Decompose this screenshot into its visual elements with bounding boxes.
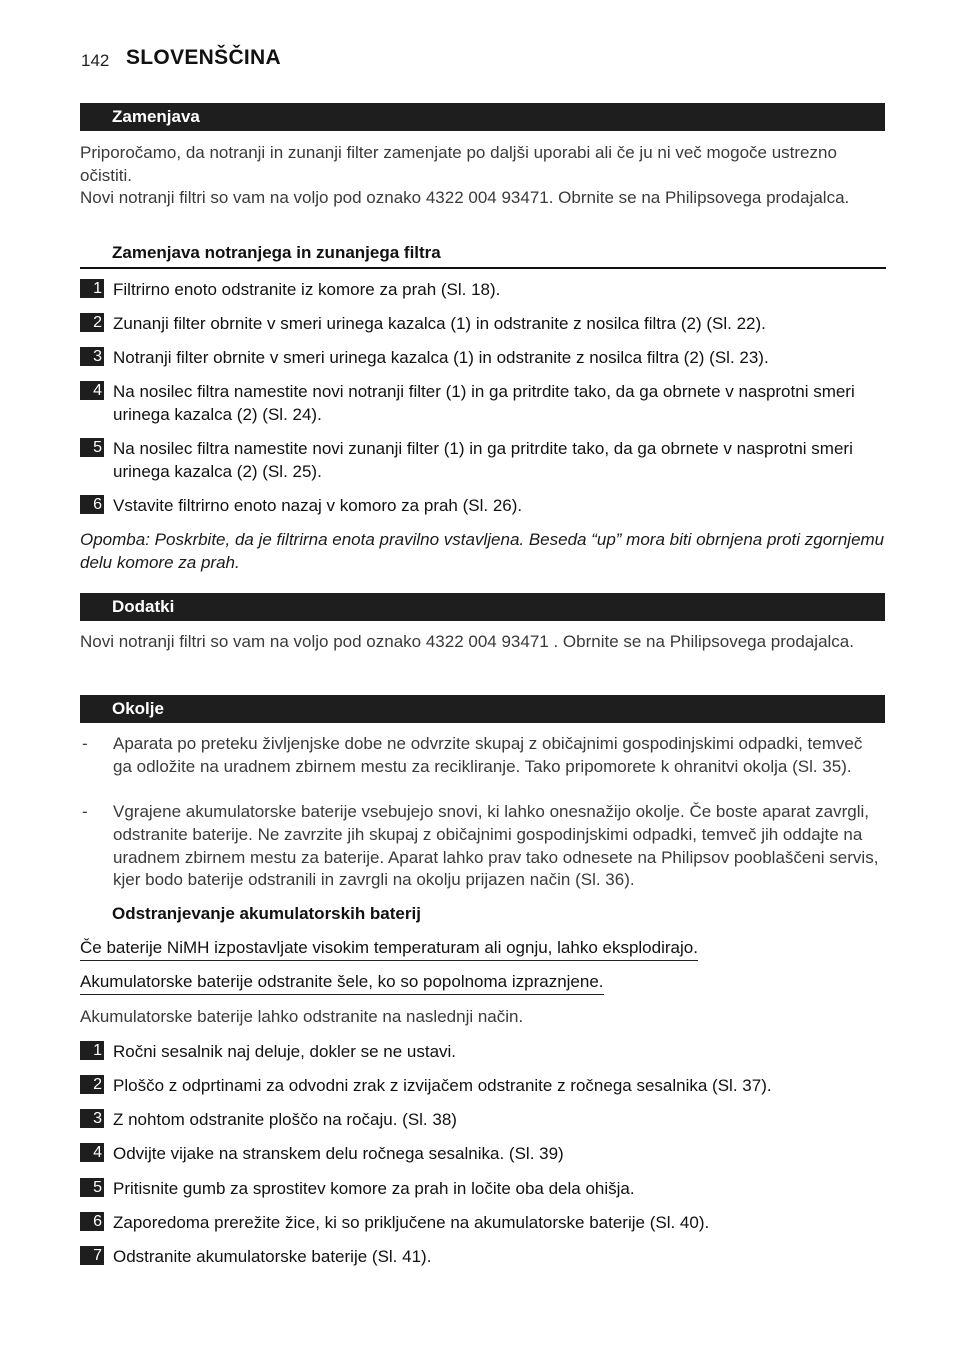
step-item [80, 380, 885, 426]
section-bar-okolje [80, 695, 885, 723]
list-item-text: Vgrajene akumulatorske baterije vsebujejo snovi, ki lahko onesnažijo okolje. Če boste aparat zavrgli, odstranite baterije. Ne zavrzite jih skupaj z običajnimi gospodinjskimi odpadki, temveč jih oddajte na uradnem zbirnem mestu za baterije. Aparat lahko prav tako odnesete na Philipsov pooblaščeni servis, kjer bodo baterije odstranili in zavrgli na okolju prijazen način (Sl. 36). [113, 802, 879, 890]
step-item [80, 312, 885, 335]
section-title-okolje: Okolje [112, 699, 164, 718]
warning-text: Akumulatorske baterije odstranite šele, ko so popolnoma izpraznjene. [80, 971, 604, 995]
language-title: SLOVENŠČINA [126, 46, 281, 69]
step-text: Zunanji filter obrnite v smeri urinega kazalca (1) in odstranite z nosilca filtra (2) (Sl. 22). [113, 314, 766, 333]
zamenjava-paragraph-1: Priporočamo, da notranji in zunanji filter zamenjate po daljši uporabi ali če ju ni več mogoče ustrezno očistiti. [80, 143, 837, 185]
step-item [80, 346, 885, 369]
step-number: 2 [80, 313, 104, 332]
section-bar-dodatki [80, 593, 885, 621]
list-item [80, 801, 885, 892]
section-title-zamenjava: Zamenjava [112, 107, 200, 126]
step-text: Odstranite akumulatorske baterije (Sl. 41). [113, 1247, 432, 1266]
step-item [80, 1142, 885, 1165]
subheading-battery-removal [80, 904, 886, 924]
step-item [80, 437, 885, 483]
step-number: 3 [80, 1109, 104, 1128]
step-item [80, 1245, 885, 1268]
step-text: Notranji filter obrnite v smeri urinega kazalca (1) in odstranite z nosilca filtra (2) (Sl. 23). [113, 348, 769, 367]
step-number: 3 [80, 347, 104, 366]
warning-text: Če baterije NiMH izpostavljate visokim temperaturam ali ognju, lahko eksplodirajo. [80, 937, 698, 961]
section-title-dodatki: Dodatki [112, 597, 175, 616]
step-item [80, 1074, 885, 1097]
step-text: Z nohtom odstranite ploščo na ročaju. (Sl. 38) [113, 1110, 457, 1129]
section-bar-zamenjava [80, 103, 885, 131]
step-number: 2 [80, 1075, 104, 1094]
step-text: Ročni sesalnik naj deluje, dokler se ne ustavi. [113, 1042, 457, 1061]
zamenjava-paragraph-2: Novi notranji filtri so vam na voljo pod oznako 4322 004 93471. Obrnite se na Philipsovega prodajalca. [80, 188, 850, 207]
step-text: Vstavite filtrirno enoto nazaj v komoro za prah (Sl. 26). [113, 496, 523, 515]
subheading-label: Odstranjevanje akumulatorskih baterij [112, 904, 421, 923]
note-text: Opomba: Poskrbite, da je filtrirna enota pravilno vstavljena. Beseda “up” mora biti obrnjena proti zgornjemu delu komore za prah. [80, 530, 885, 572]
step-text: Odvijte vijake na stranskem delu ročnega sesalnika. (Sl. 39) [113, 1144, 564, 1163]
step-item [80, 1040, 885, 1063]
step-text: Filtrirno enoto odstranite iz komore za prah (Sl. 18). [113, 280, 501, 299]
step-number: 1 [80, 1041, 104, 1060]
step-item [80, 1108, 885, 1131]
subheading-filter-replacement [80, 243, 886, 269]
step-text: Zaporedoma prerežite žice, ki so priključene na akumulatorske baterije (Sl. 40). [113, 1213, 710, 1232]
step-item [80, 278, 885, 301]
subheading-label: Zamenjava notranjega in zunanjega filtra [112, 243, 441, 262]
battery-intro: Akumulatorske baterije lahko odstranite na naslednji način. [80, 1007, 524, 1026]
step-number: 5 [80, 438, 104, 457]
step-item [80, 1177, 885, 1200]
step-number: 5 [80, 1178, 104, 1197]
step-number: 1 [80, 279, 104, 298]
step-text: Pritisnite gumb za sprostitev komore za prah in ločite oba dela ohišja. [113, 1179, 635, 1198]
step-text: Na nosilec filtra namestite novi zunanji filter (1) in ga pritrdite tako, da ga obrnete v nasprotni smeri urinega kazalca (2) (Sl. 25). [113, 439, 853, 481]
step-item [80, 1211, 885, 1234]
step-number: 7 [80, 1246, 104, 1265]
step-number: 6 [80, 1212, 104, 1231]
step-text: Na nosilec filtra namestite novi notranji filter (1) in ga pritrdite tako, da ga obrnete v nasprotni smeri urinega kazalca (2) (Sl. 24). [113, 382, 855, 424]
list-item [80, 733, 885, 779]
page-number: 142 [81, 51, 110, 70]
step-number: 4 [80, 381, 104, 400]
list-item-text: Aparata po preteku življenjske dobe ne odvrzite skupaj z običajnimi gospodinjskimi odpadki, temveč ga odložite na uradnem zbirnem mestu za recikliranje. Tako pripomorete k ohranitvi okolja (Sl. 35). [113, 734, 863, 776]
step-text: Ploščo z odprtinami za odvodni zrak z izvijačem odstranite z ročnega sesalnika (Sl. 37). [113, 1076, 772, 1095]
step-number: 4 [80, 1143, 104, 1162]
dash-marker: - [82, 734, 88, 753]
dodatki-paragraph: Novi notranji filtri so vam na voljo pod oznako 4322 004 93471 . Obrnite se na Philipsovega prodajalca. [80, 632, 854, 651]
step-number: 6 [80, 495, 104, 514]
dash-marker: - [82, 802, 88, 821]
step-item [80, 494, 885, 517]
